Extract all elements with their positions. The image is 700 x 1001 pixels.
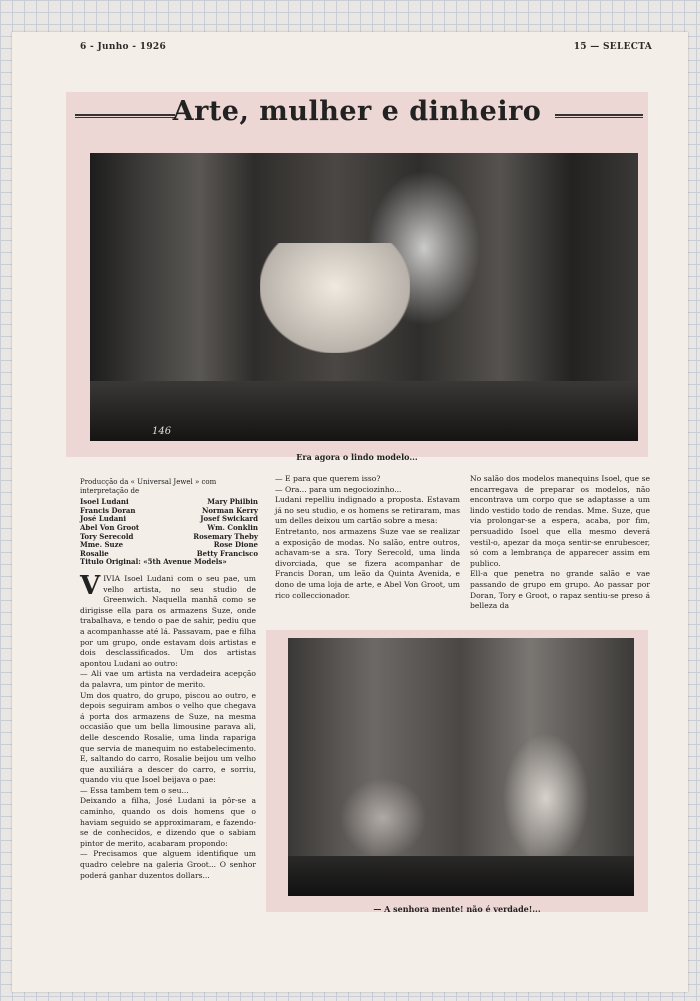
photo-caption: Era agora o lindo modelo...	[296, 452, 418, 462]
paragraph: — E para que querem isso?	[275, 474, 381, 483]
paragraph: Ell-a que penetra no grande salão e vae passando de grupo em grupo. Ao passar por Doran, Tory e Groot, o rapaz sentiu-se preso á belleza da	[470, 569, 650, 611]
paragraph: Ludani repelliu indignado a proposta. Estavam já no seu studio, e os homens se retiraram, mas um delles deixou um cartão sobre a mesa:	[275, 495, 460, 526]
drop-cap: V	[80, 571, 101, 601]
cast-row: Rosalie Betty Francisco	[80, 548, 258, 558]
article-column-1	[80, 571, 256, 881]
credits-intro: Producção da « Universal Jewel » com interpretação de	[80, 478, 217, 495]
photo-floor	[288, 856, 634, 896]
article-column-3	[470, 474, 650, 612]
paragraph: VIVIA Isoel Ludani com o seu pae, um velho artista, no seu studio de Greenwich. Naquella manhã como se dirigisse ella para os armazens Suze, onde trabalhava, e tendo o pae de sahir, pediu que a acompanhasse até lá. Passavam, pae e filha por um grupo, onde estavam dois artistas e dois desclassificados. Um dos artistas apontou Ludani ao outro:	[80, 571, 256, 668]
paragraph: — Ora... para um negociozinho...	[275, 484, 402, 494]
paragraph: No salão dos modelos manequins Isoel, que se encarregava de preparar os modelos, não encontrava um corpo que se adaptasse a um lindo vestido todo de rendas. Mme. Suze, que via prolongar-se a espera, acaba, por fim, persuadido Isoel que ella mesmo deverá vestil-o, apezar da moça sentir-se enrubescer, só com a lembrança de apparecer assim em publico.	[470, 474, 650, 568]
paragraph: Entretanto, nos armazens Suze vae se realizar a exposição de modas. No salão, entre outros, achavam-se a sra. Tory Serecold, uma linda divorciada, que se fizera acompanhar de Francis Doran, um leão da Quinta Avenida, e dono de uma loja de arte, e Abel Von Groot, um rico colleccionador.	[275, 526, 460, 600]
photo-dress	[260, 243, 410, 353]
film-credits	[80, 478, 258, 567]
paragraph: — Essa tambem tem o seu...	[80, 785, 189, 795]
cast-row: Isoel Ludani Mary Philbin	[80, 497, 258, 507]
paragraph: Deixando a filha, José Ludani ia pôr-se a caminho, quando os dois homens que o haviam seguido se approximaram, e fazendo-se de conhecidos, e dizendo que o sabiam pintor de merito, acabaram propondo:	[80, 796, 256, 848]
paragraph: Um dos quatro, do grupo, piscou ao outro, e depois seguiram ambos o velho que chegava á porta dos armazens de Suze, na mesma occasião que um bella limousine parava ali, delle descendo Rosalie, uma linda rapariga que servia de manequim no estabelecimento. E, saltando do carro, Rosalie beijou um velho que auxiliára a descer do carro, e sorriu, quando viu que Isoel beijava o pae:	[80, 690, 256, 785]
photo-model-on-stage	[90, 153, 638, 441]
cast-row: Mme. Suze Rose Dione	[80, 540, 258, 550]
article-column-2	[275, 474, 460, 601]
photo-mark: 146	[152, 426, 172, 437]
paragraph: — Precisamos que alguem identifique um quadro celebre na galeria Groot... O senhor poderá ganhar duzentos dollars...	[80, 849, 256, 880]
paragraph: — Ali vae um artista na verdadeira acepção da palavra, um pintor de merito.	[80, 669, 256, 689]
cast-row: Francis Doran Norman Kerry	[80, 505, 258, 515]
cast-row: José Ludani Josef Swickard	[80, 514, 258, 524]
photo-salon-scene	[288, 638, 634, 896]
cast-row: Tory Serecold Rosemary Theby	[80, 531, 258, 541]
photo-floor	[90, 381, 638, 441]
photo-caption-2: — A senhora mente! não é verdade!...	[373, 904, 541, 914]
issue-date: 6 - Junho - 1926	[80, 42, 167, 52]
page-number: 15 — SELECTA	[573, 42, 652, 52]
original-title: Titulo Original: «5th Avenue Models»	[80, 557, 227, 567]
article-title: Arte, mulher e dinheiro	[172, 96, 542, 127]
cast-row: Abel Von Groot Wm. Conklin	[80, 522, 258, 532]
